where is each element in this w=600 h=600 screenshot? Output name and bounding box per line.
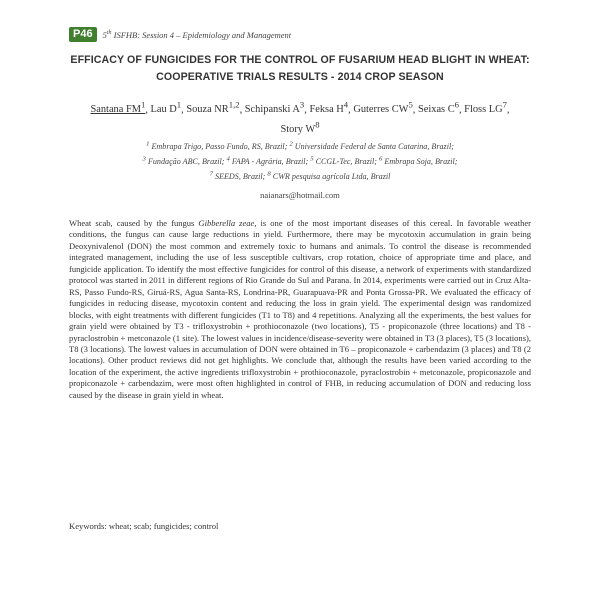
presenting-author: Santana $FM^1$	[90, 100, 146, 116]
author-list: Santana $FM^1$, Lau $D^1$, Souza NR$^{1,2}$, Schipanski $A^3$, Feksa $H^4$, Guterres $CW^5$, Seixas $C^6$, Floss $LG^7$, Story $W^8$	[90, 100, 510, 135]
affiliation-item: $^8$ CWR pesquisa agrícola Ltda, Brazil	[267, 170, 391, 182]
affiliation-item: $^2$ Universidade Federal de Santa Catarina, Brazil;	[289, 140, 454, 151]
author-name: Seixas $C^6$	[417, 100, 459, 116]
paper-title: EFFICACY OF FUNGICIDES FOR THE CONTROL OF FUSARIUM HEAD BLIGHT IN WHEAT: COOPERATIVE TRIALS RESULTS - 2014 CROP SEASON	[70, 54, 530, 83]
abstract-text: Wheat scab, caused by the fungus Gibberella zeae, is one of the most important diseases of this cereal. In favorable weather conditions, the fungus can cause large reductions in yield. Furthermore, there may be mycotoxin accumulation in grain being Deoxynivalenol (DON) the most common and extremely toxic to humans and animals. To control the disease is recommended integrated management, including the use of less susceptible cultivars, crop rotation, choice of appropriate time and place, and fungicide application. To identify the most effective fungicides for control of this disease, a network of experiments with standardized protocol was started in 2011 in different regions of Rio Grande do Sul and Parana. In 2014, experiments were carried out in Cruz Alta-RS, Passo Fundo-RS, Giruá-RS, Agua Santa-RS, Londrina-PR, Guarapuava-PR and Ponta Grossa-PR. We evaluated the efficacy of fungicides in reducing disease, mycotoxin content and reducing the loss in grain yield. The experimental design was randomized blocks, with eight treatments with different fungicides (T1 to T8) and 4 repetitions. Analyzing all the experiments, the best values for grain yield were obtained by T3 - trifloxystrobin + prothioconazole (two locations), T5 - propiconazole (three locations) and T8 - pyraclostrobin + metconazole (1 site). The lowest values in incidence/disease-severity were obtained in T3 (3 places), T5 (3 locations), T8 (3 locations). The lowest values in accumulation of DON were obtained in T6 – propiconazole + carbendazim (3 places) and T8 (2 locations). Other product reviews did not get highlights. We conclude that, although the results have been varied according to the location of the experiment, the active ingredients trifloxystrobin + prothioconazole, pyraclostrobin + metconazole, propiconazole and propiconazole + carbendazim, were most often highlighted in control of FHB, in reducing accumulation of DON and reducing loss caused by the disease in grain yield in wheat.	[69, 218, 531, 400]
affiliations	[70, 138, 530, 184]
affiliation-item: $^5$ CCGL-Tec, Brazil;	[310, 155, 377, 166]
keywords: Keywords: wheat; scab; fungicides; control	[69, 521, 219, 531]
author-name: Souza NR$^{1,2}$	[186, 100, 240, 116]
contact-email[interactable]: naianars@hotmail.com	[260, 190, 340, 200]
affiliation-item: $^3$ Fundação ABC, Brazil;	[142, 155, 225, 166]
affiliation-item: $^4$ FAPA - Agrária, Brazil;	[226, 155, 309, 166]
author-name: Floss $LG^7$	[464, 100, 507, 116]
affiliation-item: $^1$ Embrapa Trigo, Passo Fundo, RS, Brazil;	[146, 140, 288, 151]
author-name: Lau $D^1$	[150, 100, 182, 116]
species-name: Gibberella zeae	[198, 218, 255, 228]
poster-code-badge: P46	[69, 27, 97, 42]
author-name: Story $W^8$	[280, 119, 320, 135]
session-label: 5th ISFHB: Session 4 – Epidemiology and Management	[102, 29, 292, 40]
author-name: Guterres $CW^5$	[353, 100, 413, 116]
affiliation-item: $^7$ SEEDS, Brazil;	[209, 170, 266, 182]
author-name: Feksa $H^4$	[309, 100, 349, 116]
author-name: Schipanski $A^3$	[244, 100, 305, 116]
affiliation-item: $^6$ Embrapa Soja, Brazil;	[378, 155, 458, 166]
page-header	[69, 27, 291, 42]
